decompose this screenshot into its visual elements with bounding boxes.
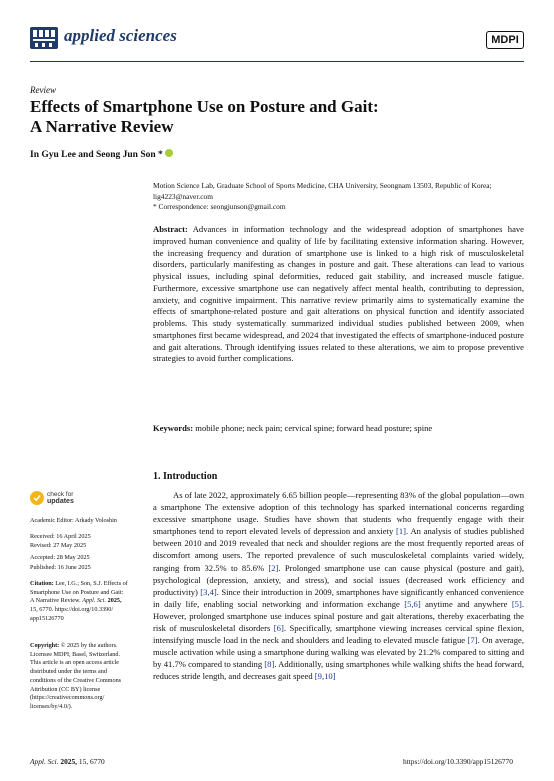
accepted-date: Accepted: 28 May 2025 (30, 554, 90, 561)
citation-line (30, 580, 138, 589)
citation-doi-link[interactable]: 15, 6770. https://doi.org/10.3390/ (30, 606, 114, 614)
copyright-line: Licensee MDPI, Basel, Switzerland. (30, 650, 121, 658)
mdpi-logo-text: MDPI (491, 34, 519, 46)
citation-year: 2025, (106, 597, 122, 605)
affiliation-line-1: Motion Science Lab, Graduate School of Sports Medicine, CHA University, Seongnam 13503, Republic of Korea; (153, 181, 492, 190)
affiliation-email[interactable]: lig4223@naver.com (153, 192, 213, 201)
author-names[interactable]: In Gyu Lee and Seong Jun Son * (30, 150, 163, 160)
citation-link[interactable]: [5,6] (404, 598, 421, 609)
copyright-line: This article is an open access article (30, 659, 119, 667)
keywords-text: mobile phone; neck pain; cervical spine; forward head posture; spine (195, 423, 433, 433)
citation-block (30, 580, 138, 624)
checkmark-icon (33, 494, 41, 502)
citation-line (30, 597, 138, 606)
abstract-label: Abstract: (153, 224, 188, 234)
citation-journal: Appl. Sci. (82, 597, 107, 605)
copyright-line: conditions of the Creative Commons (30, 676, 122, 684)
copyright-text: © 2025 by the authors. (59, 642, 118, 649)
abstract (153, 224, 524, 365)
citation-link[interactable]: [9,10] (314, 671, 336, 682)
license-link[interactable]: (https://creativecommons.org/ (30, 694, 105, 702)
correspondence[interactable]: * Correspondence: seongjunson@gmail.com (153, 202, 286, 211)
header-divider (30, 61, 524, 62)
copyright-block (30, 642, 138, 712)
citation-line: Smartphone Use on Posture and Gait: (30, 588, 124, 596)
article-type: Review (30, 85, 56, 95)
published-date: Published: 16 June 2025 (30, 564, 91, 571)
affiliation (153, 180, 523, 202)
revised-date: Revised: 27 May 2025 (30, 542, 87, 549)
intro-text: anytime and anywhere (420, 598, 512, 609)
intro-text: As of late 2022, approximately 6.65 billion people—representing 83% of the global population—own a smartphone The extensive adoption of this technology has sparked international concerns regarding excessive smartphone usage. Studies have shown that students who frequently engage with their smartphones tend to report elevated levels of depression and anxiety (153, 490, 524, 537)
citation-text: A Narrative Review. (30, 597, 83, 605)
applied-sciences-logo-icon (30, 27, 58, 49)
footer-volume: 15, 6770 (77, 757, 105, 766)
copyright-line (30, 642, 138, 651)
citation-link[interactable]: [8] (264, 659, 275, 670)
citation-link[interactable]: [5] (511, 598, 522, 609)
updates-label: updates (47, 498, 74, 505)
article-title (30, 97, 520, 137)
footer-journal-citation (30, 757, 105, 766)
copyright-line: Attribution (CC BY) license (30, 685, 101, 693)
copyright-line: distributed under the terms and (30, 668, 107, 676)
keywords-label: Keywords: (153, 423, 194, 433)
footer-journal: Appl. Sci. (30, 757, 59, 766)
citation-label: Citation: (30, 580, 54, 587)
authors (30, 149, 173, 160)
intro-text: . Since their introduction in 2009, smartphones have significantly enhanced convenience in daily life, enabling social networking and information exchange (153, 586, 524, 609)
citation-link[interactable]: [3,4] (200, 586, 217, 597)
citation-link[interactable]: [1] (396, 526, 407, 537)
check-for-updates-button[interactable] (47, 491, 74, 505)
check-for-label: check for (47, 491, 74, 498)
abstract-text: Advances in information technology and the widespread adoption of smartphones have improved human convenience and quality of life by facilitating extensive information sharing. However, the increasing frequency and duration of smartphone use is linked to a high risk of musculoskeletal disorders, particularly manifesting as changes in posture and gait. These alterations can lead to various physical issues, including spinal deformities, reduced gait stability, and increased muscle fatigue. Furthermore, excessive smartphone use can negatively affect mental health, contributing to depression, anxiety, and cognitive impairment. This narrative review primarily aims to systematically examine the effects of smartphone-related posture and gait alterations on physical function and identify associated problems. This study systematically summarized individual studies published between 2009, when smartphones first became widespread, and 2024 that investigated the effects of smartphone-induced posture and gait alterations. Through identifying issues related to these alterations, we aim to propose preventive strategies to avoid further complications. (153, 224, 524, 364)
keywords (153, 423, 524, 435)
intro-text: . Additionally, using smartphones while walking shifts the head forward, reduces stride length, and decreases gait speed (153, 659, 524, 682)
journal-name[interactable]: applied sciences (64, 26, 177, 45)
intro-text: . An analysis of studies published between 2010 and 2019 revealed that neck and shoulder regions are the most frequently reported areas of discomfort among users. The reported prevalence of such musculoskeletal complaints varied widely, ranging from 32.5% to 85.6% (153, 526, 524, 573)
orcid-icon[interactable] (165, 149, 173, 157)
footer-year: 2025, (60, 757, 78, 766)
received-date: Received: 16 April 2025 (30, 533, 91, 540)
intro-text: . On average, muscle activation while using a smartphone during walking was elevated by 21.2% compared to sitting and by 41.7% compared to standing (153, 635, 525, 670)
copyright-label: Copyright: (30, 642, 60, 649)
title-line-2: A Narrative Review (30, 117, 174, 136)
license-link[interactable]: licenses/by/4.0/). (30, 702, 73, 710)
title-line-1: Effects of Smartphone Use on Posture and Gait: (30, 97, 379, 116)
citation-link[interactable]: [2] (268, 562, 279, 573)
citation-doi-link[interactable]: app15126770 (30, 614, 64, 622)
citation-text: Lee, I.G.; Son, S.J. Effects of (53, 580, 128, 587)
section-title-introduction: 1. Introduction (153, 471, 218, 482)
citation-link[interactable]: [7] (467, 635, 478, 646)
intro-text: . Specifically, smartphone viewing increases cervical spine flexion, intensifying muscle load in the neck and shoulders and leading to elevated muscle fatigue (153, 623, 524, 646)
intro-text: . Prolonged smartphone use can cause physical (posture and gait), psychological (depression, anxiety, and stress), and social issues (decreased work efficiency and productivity) (153, 562, 524, 597)
citation-link[interactable]: [6] (273, 623, 284, 634)
footer-doi-link[interactable]: https://doi.org/10.3390/app15126770 (403, 757, 513, 766)
academic-editor: Academic Editor: Arkady Voloshin (30, 517, 117, 524)
introduction-paragraph (153, 489, 524, 683)
intro-text: . However, prolonged smartphone use induces spinal posture and gait alterations, thereby exacerbating the risk of musculoskeletal disorders (153, 598, 524, 634)
